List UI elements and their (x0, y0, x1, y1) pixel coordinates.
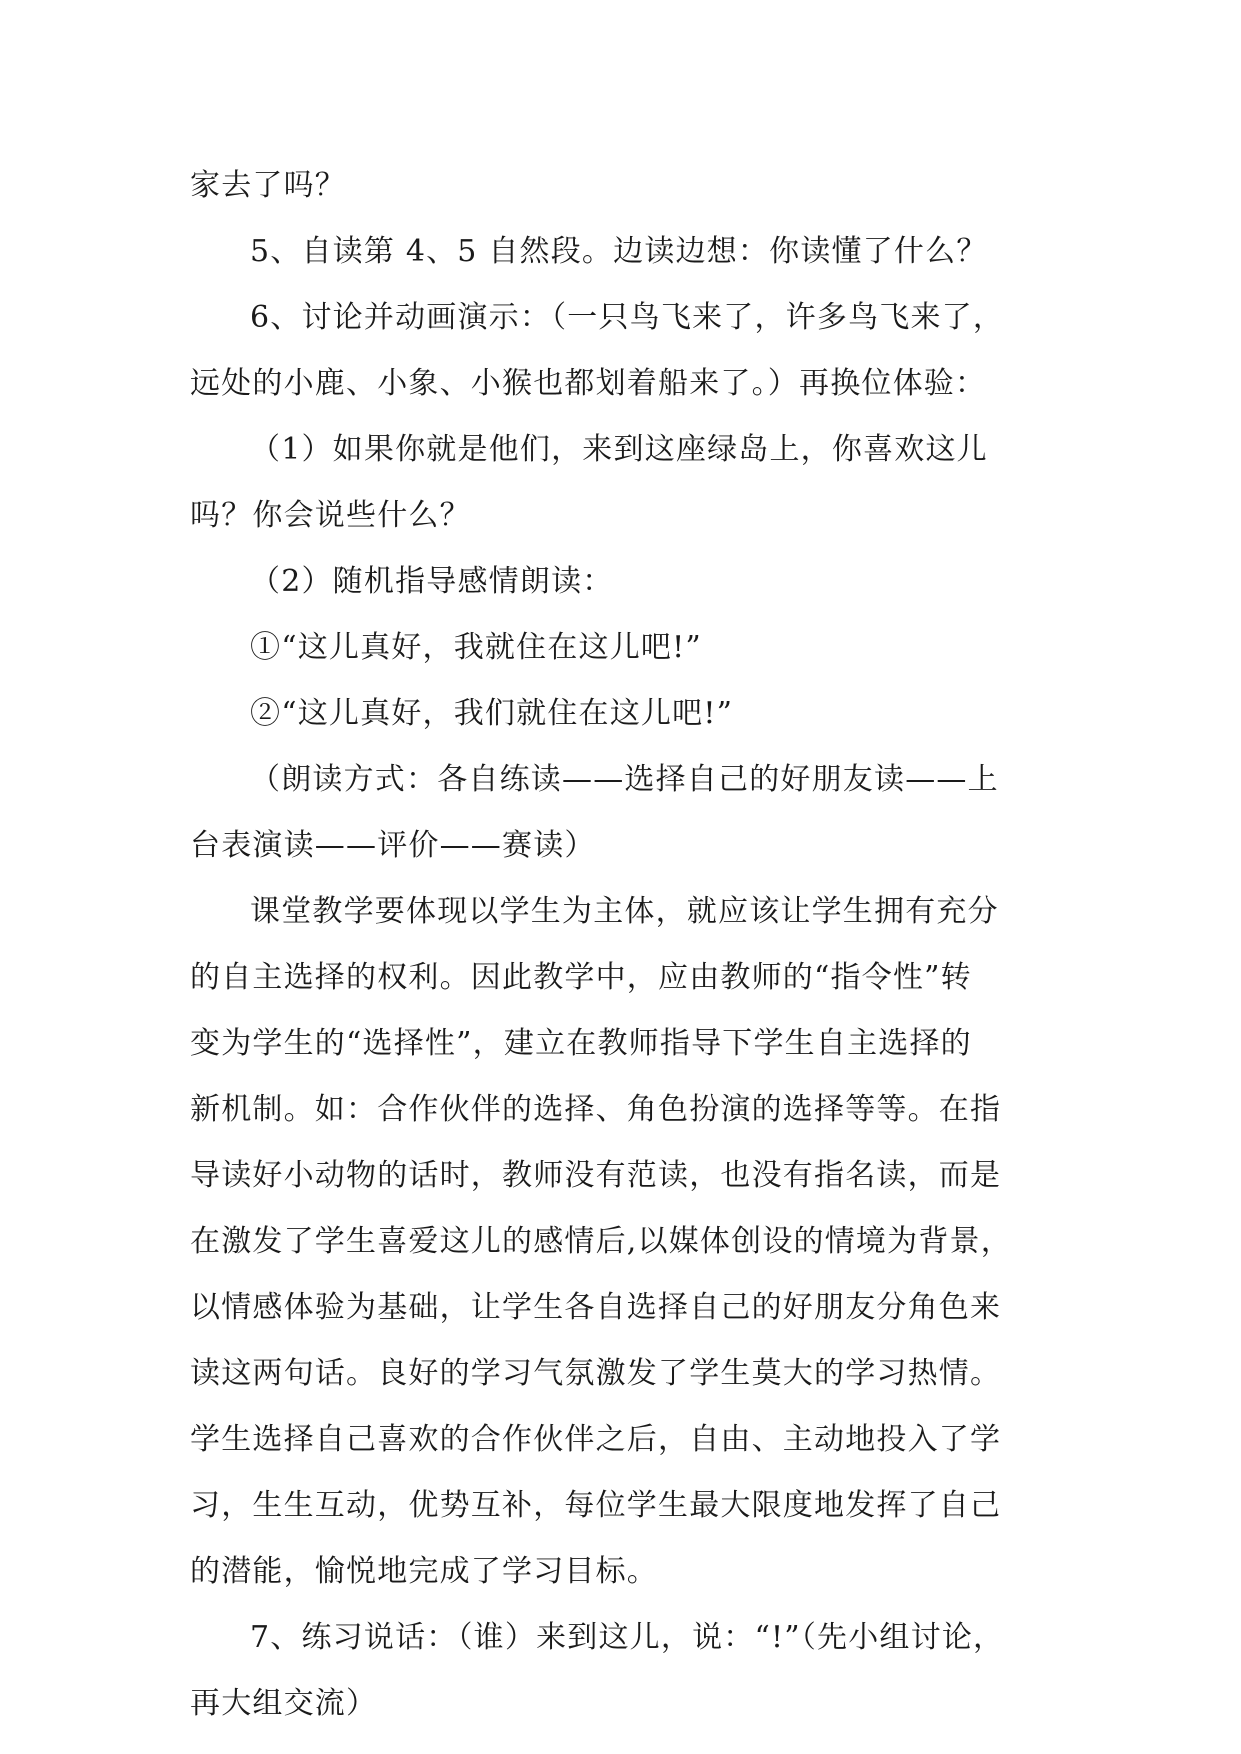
text-line: （朗读方式：各自练读——选择自己的好朋友读——上 (250, 762, 999, 797)
text-line: （2）随机指导感情朗读： (250, 564, 614, 599)
text-line: 导读好小动物的话时，教师没有范读，也没有指名读，而是 (190, 1158, 1002, 1193)
text-line: 读这两句话。良好的学习气氛激发了学生莫大的学习热情。 (190, 1356, 1002, 1391)
text-line: 6、讨论并动画演示：（一只鸟飞来了，许多鸟飞来了， (250, 300, 1005, 335)
text-line: 台表演读——评价——赛读） (190, 828, 596, 863)
text-line: 的潜能，愉悦地完成了学习目标。 (190, 1554, 658, 1589)
text-line: 在激发了学生喜爱这儿的感情后,以媒体创设的情境为背景， (190, 1224, 1012, 1259)
text-line: 课堂教学要体现以学生为主体，就应该让学生拥有充分 (250, 894, 999, 929)
text-line: 以情感体验为基础，让学生各自选择自己的好朋友分角色来 (190, 1290, 1002, 1325)
text-line: （1）如果你就是他们，来到这座绿岛上，你喜欢这儿 (250, 432, 988, 467)
text-line: 远处的小鹿、小象、小猴也都划着船来了。）再换位体验： (190, 366, 987, 401)
text-line: 学生选择自己喜欢的合作伙伴之后，自由、主动地投入了学 (190, 1422, 1002, 1457)
text-line: 再大组交流） (190, 1686, 378, 1721)
text-line: 习，生生互动，优势互补，每位学生最大限度地发挥了自己 (190, 1488, 1002, 1523)
text-line: 吗？你会说些什么？ (190, 498, 471, 533)
text-line: ①“这儿真好，我就住在这儿吧!” (250, 630, 702, 665)
text-line: ②“这儿真好，我们就住在这儿吧!” (250, 696, 734, 731)
text-line: 7、练习说话：（谁）来到这儿，说：“!”（先小组讨论， (250, 1620, 1005, 1655)
text-line: 变为学生的“选择性”，建立在教师指导下学生自主选择的 (190, 1026, 972, 1061)
text-line: 5、自读第 4、5 自然段。边读边想：你读懂了什么？ (250, 234, 988, 269)
text-line: 家去了吗？ (190, 168, 346, 203)
text-line: 的自主选择的权利。因此教学中，应由教师的“指令性”转 (190, 960, 972, 995)
text-line: 新机制。如：合作伙伴的选择、角色扮演的选择等等。在指 (190, 1092, 1002, 1127)
